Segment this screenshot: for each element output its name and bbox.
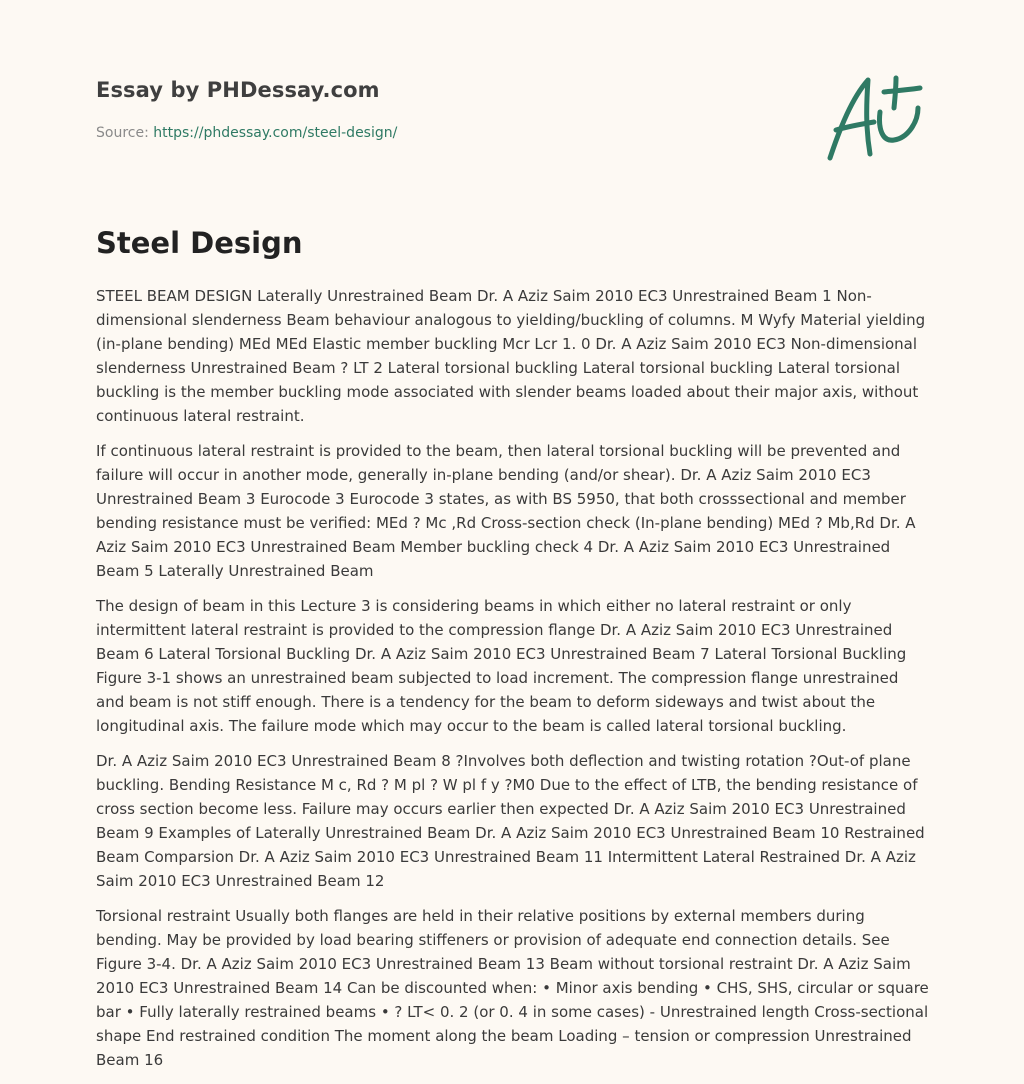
header bbox=[96, 78, 928, 141]
paragraph: Torsional restraint Usually both flanges are held in their relative positions by external members during bending. May be provided by load bearing stiffeners or provision of adequate end connection details. See Figure 3-4. Dr. A Aziz Saim 2010 EC3 Unrestrained Beam 13 Beam without torsional restraint Dr. A Aziz Saim 2010 EC3 Unrestrained Beam 14 Can be discounted when: • Minor axis bending • CHS, SHS, circular or square bar • Fully laterally restrained beams • ? LT< 0. 2 (or 0. 4 in some cases) - Unrestrained length Cross-sectional shape End restrained condition The moment along the beam Loading – tension or compression Unrestrained Beam 16 bbox=[96, 907, 929, 1069]
document-title: Steel Design bbox=[96, 226, 303, 260]
source-label: Source: bbox=[96, 125, 154, 141]
paragraph: The design of beam in this Lecture 3 is considering beams in which either no lateral restraint or only intermittent lateral restraint is provided to the compression flange Dr. A Aziz Saim 2010 EC3 Unrestrained Beam 6 Lateral Torsional Buckling Dr. A Aziz Saim 2010 EC3 Unrestrained Beam 7 Lateral Torsional Buckling Figure 3-1 shows an unrestrained beam subjected to load increment. The compression flange unrestrained and beam is not stiff enough. There is a tendency for the beam to deform sideways and twist about the longitudinal axis. The failure mode which may occur to the beam is called lateral torsional buckling. bbox=[96, 597, 907, 735]
paragraph: Dr. A Aziz Saim 2010 EC3 Unrestrained Beam 8 ?Involves both deflection and twisting rotation ?Out-of plane buckling. Bending Resistance M c, Rd ? M pl ? W pl f y ?M0 Due to the effect of LTB, the bending resistance of cross section become less. Failure may occurs earlier then expected Dr. A Aziz Saim 2010 EC3 Unrestrained Beam 9 Examples of Laterally Unrestrained Beam Dr. A Aziz Saim 2010 EC3 Unrestrained Beam 10 Restrained Beam Comparsion Dr. A Aziz Saim 2010 EC3 Unrestrained Beam 11 Intermittent Lateral Restrained Dr. A Aziz Saim 2010 EC3 Unrestrained Beam 12 bbox=[96, 752, 925, 890]
source-link[interactable]: https://phdessay.com/steel-design/ bbox=[153, 125, 398, 141]
source-line bbox=[96, 125, 397, 141]
document-body bbox=[96, 284, 930, 1083]
paragraph: If continuous lateral restraint is provided to the beam, then lateral torsional buckling will be prevented and failure will occur in another mode, generally in-plane bending (and/or shear). Dr. A Aziz Saim 2010 EC3 Unrestrained Beam 3 Eurocode 3 Eurocode 3 states, as with BS 5950, that both crosssectional and member bending resistance must be verified: MEd ? Mc ,Rd Cross-section check (In-plane bending) MEd ? Mb,Rd Dr. A Aziz Saim 2010 EC3 Unrestrained Beam Member buckling check 4 Dr. A Aziz Saim 2010 EC3 Unrestrained Beam 5 Laterally Unrestrained Beam bbox=[96, 442, 916, 580]
a-plus-logo-icon bbox=[822, 68, 932, 168]
site-title: Essay by PHDessay.com bbox=[96, 78, 380, 102]
paragraph: STEEL BEAM DESIGN Laterally Unrestrained Beam Dr. A Aziz Saim 2010 EC3 Unrestrained Beam 1 Non-dimensional slenderness Beam behaviour analogous to yielding/buckling of columns. M Wyfy Material yielding (in-plane bending) MEd MEd Elastic member buckling Mcr Lcr 1. 0 Dr. A Aziz Saim 2010 EC3 Non-dimensional slenderness Unrestrained Beam ? LT 2 Lateral torsional buckling Lateral torsional buckling Lateral torsional buckling is the member buckling mode associated with slender beams loaded about their major axis, without continuous lateral restraint. bbox=[96, 287, 926, 425]
